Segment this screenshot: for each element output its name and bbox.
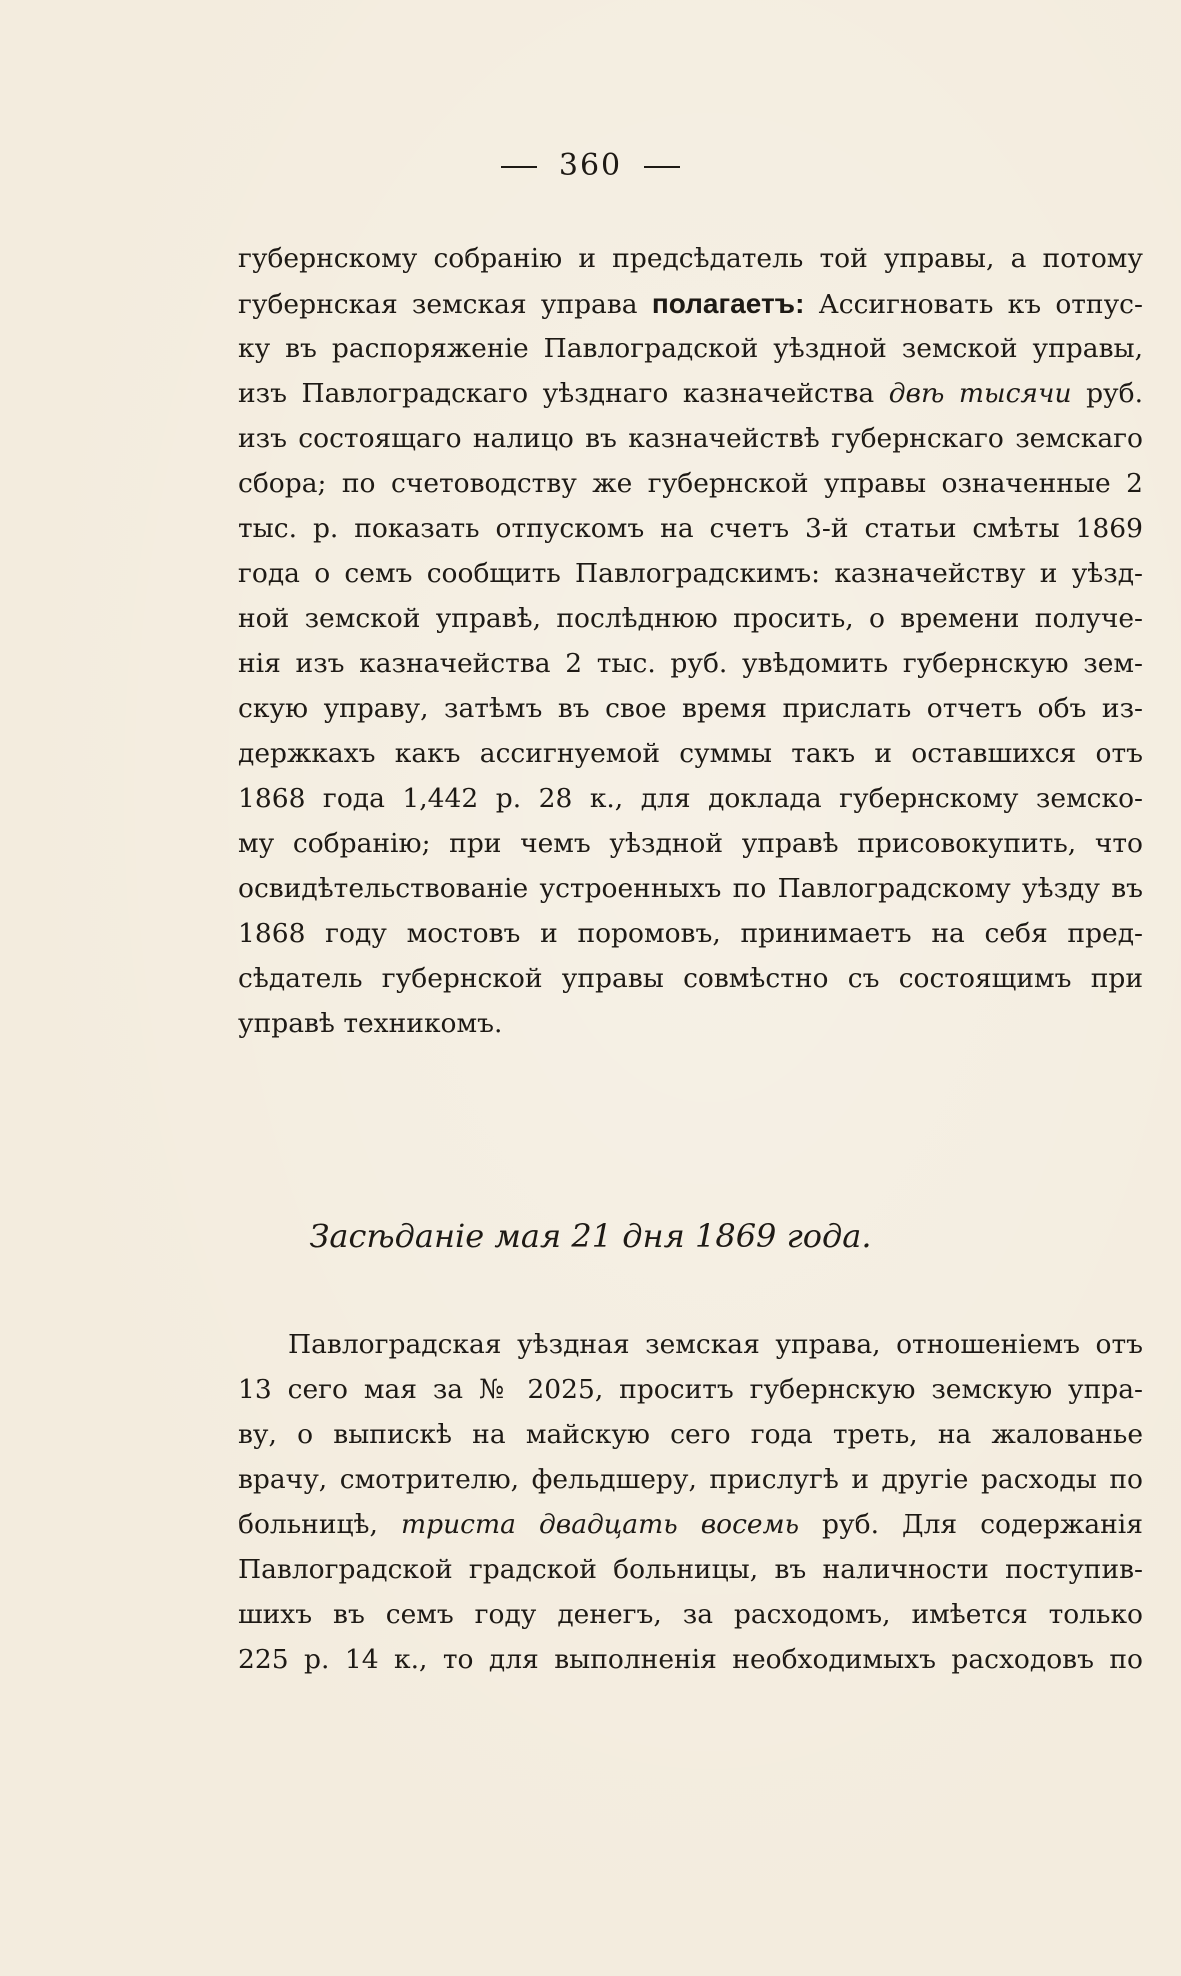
text-line <box>238 596 1143 641</box>
text-span: 225 р. 14 к., то для выполненія необходимыхъ расходовъ по <box>238 1644 1143 1675</box>
text-span: изъ Павлоградскаго уѣзднаго казначейства <box>238 378 889 409</box>
text-span: Ассигновать къ отпус- <box>804 289 1143 320</box>
italic-text: двѣ тысячи <box>888 378 1072 409</box>
text-span: тыс. р. показать отпускомъ на счетъ 3-й статьи смѣты 1869 <box>238 513 1143 544</box>
session-heading: Засѣданіе мая 21 дня 1869 года. <box>309 1217 872 1255</box>
text-line <box>238 1502 1143 1547</box>
dash-left <box>501 166 537 168</box>
text-span: сѣдатель губернской управы совмѣстно съ состоящимъ при <box>238 963 1143 994</box>
page-number-header <box>0 148 1181 183</box>
text-line <box>238 821 1143 866</box>
text-line <box>238 551 1143 596</box>
text-line <box>238 506 1143 551</box>
text-line <box>238 371 1143 416</box>
text-line <box>238 1322 1143 1367</box>
text-span: освидѣтельствованіе устроенныхъ по Павлоградскому уѣзду въ <box>238 873 1143 904</box>
text-span: ку въ распоряженіе Павлоградской уѣздной земской управы, <box>238 333 1143 364</box>
dash-right <box>644 166 680 168</box>
text-span: Павлоградской градской больницы, въ наличности поступив- <box>238 1554 1143 1585</box>
text-line <box>238 956 1143 1001</box>
text-line <box>238 1637 1143 1682</box>
text-line <box>238 1457 1143 1502</box>
text-span: года о семъ сообщить Павлоградскимъ: казначейству и уѣзд- <box>238 558 1143 589</box>
text-span: ву, о выпискѣ на майскую сего года треть, на жалованье <box>238 1419 1143 1450</box>
text-line <box>238 1592 1143 1637</box>
text-span: руб. Для содержанія <box>799 1509 1143 1540</box>
text-line <box>238 1412 1143 1457</box>
text-line <box>238 911 1143 956</box>
text-span: держкахъ какъ ассигнуемой суммы такъ и оставшихся отъ <box>238 738 1143 769</box>
text-line <box>238 776 1143 821</box>
text-span: нія изъ казначейства 2 тыс. руб. увѣдомить губернскую зем- <box>238 648 1143 679</box>
text-line <box>238 686 1143 731</box>
bold-text: полагаетъ: <box>651 288 805 319</box>
text-span: губернскому собранію и предсѣдатель той управы, а потому <box>238 243 1143 274</box>
text-line <box>238 236 1143 281</box>
text-span: врачу, смотрителю, фельдшеру, прислугѣ и другіе расходы по <box>238 1464 1143 1495</box>
text-line <box>238 641 1143 686</box>
text-span: 13 сего мая за № 2025, проситъ губернскую земскую упра- <box>238 1374 1143 1405</box>
text-span: губернская земская управа <box>238 289 652 320</box>
text-line <box>238 281 1143 326</box>
paragraph-1 <box>238 236 1143 1046</box>
text-line <box>238 866 1143 911</box>
text-span: шихъ въ семъ году денегъ, за расходомъ, имѣется только <box>238 1599 1143 1630</box>
text-line <box>238 1367 1143 1412</box>
text-line <box>238 1001 1143 1046</box>
text-span: 1868 году мостовъ и поромовъ, принимаетъ на себя пред- <box>238 918 1143 949</box>
text-line <box>238 731 1143 776</box>
text-span: управѣ техникомъ. <box>238 1008 503 1039</box>
page-number: 360 <box>558 148 623 183</box>
text-span: ной земской управѣ, послѣднюю просить, о времени получе- <box>238 603 1143 634</box>
text-span: 1868 года 1,442 р. 28 к., для доклада губернскому земско- <box>238 783 1143 814</box>
text-span: му собранію; при чемъ уѣздной управѣ присовокупить, что <box>238 828 1143 859</box>
text-line <box>238 461 1143 506</box>
text-span: руб. <box>1071 378 1143 409</box>
text-line <box>238 326 1143 371</box>
paragraph-2 <box>238 1322 1143 1682</box>
text-span: Павлоградская уѣздная земская управа, отношеніемъ отъ <box>288 1329 1143 1360</box>
text-span: изъ состоящаго налицо въ казначействѣ губернскаго земскаго <box>238 423 1143 454</box>
text-span: скую управу, затѣмъ въ свое время прислать отчетъ объ из- <box>238 693 1143 724</box>
italic-text: триста двадцать восемь <box>401 1509 799 1540</box>
text-span: больницѣ, <box>238 1509 401 1540</box>
text-span: сбора; по счетоводству же губернской управы означенные 2 <box>238 468 1143 499</box>
text-line <box>238 416 1143 461</box>
text-line <box>238 1547 1143 1592</box>
